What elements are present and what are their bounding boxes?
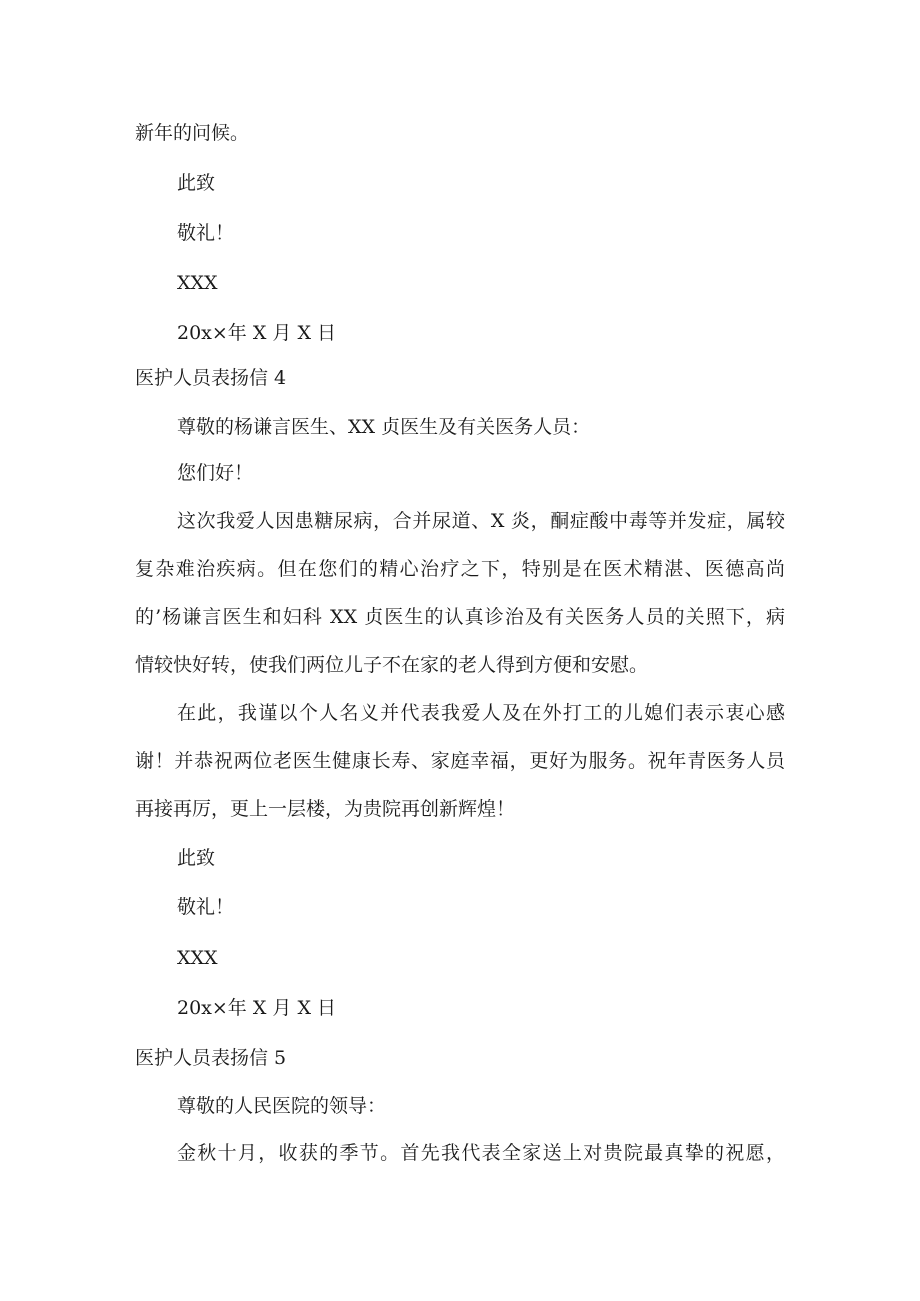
closing-line-1: 此致 — [177, 172, 216, 194]
continuation-text: 新年的问候。 — [135, 122, 250, 144]
signature: XXX — [177, 272, 218, 294]
letter4-closing-2: 敬礼！ — [177, 896, 235, 918]
letter4-p1-line-1: 这次我爱人因患糖尿病，合并尿道、X 炎，酮症酸中毒等并发症，属较 — [177, 510, 785, 532]
letter5-heading: 医护人员表扬信 5 — [135, 1047, 287, 1069]
letter4-p2-line-2: 谢！并恭祝两位老医生健康长寿、家庭幸福，更好为服务。祝年青医务人员 — [135, 750, 785, 772]
letter4-salutation: 尊敬的杨谦言医生、XX 贞医生及有关医务人员： — [177, 416, 591, 438]
letter4-p1-line-3: 的’杨谦言医生和妇科 XX 贞医生的认真诊治及有关医务人员的关照下，病 — [135, 606, 785, 628]
letter4-p2-line-1: 在此，我谨以个人名义并代表我爱人及在外打工的儿媳们表示衷心感 — [177, 702, 785, 724]
letter4-closing-1: 此致 — [177, 847, 216, 869]
letter4-p2-line-3: 再接再厉，更上一层楼，为贵院再创新辉煌！ — [135, 798, 516, 820]
letter4-p1-line-2: 复杂难治疾病。但在您们的精心治疗之下，特别是在医术精湛、医德高尚 — [135, 558, 785, 580]
letter4-date: 20x×年 X 月 X 日 — [177, 997, 337, 1019]
letter5-salutation: 尊敬的人民医院的领导： — [177, 1095, 387, 1117]
letter4-signature: XXX — [177, 947, 218, 969]
letter4-greeting: 您们好！ — [177, 462, 254, 484]
letter4-p1-line-4: 情较快好转，使我们两位儿子不在家的老人得到方便和安慰。 — [135, 654, 649, 676]
letter5-p1-line-1: 金秋十月，收获的季节。首先我代表全家送上对贵院最真挚的祝愿， — [177, 1142, 785, 1164]
closing-line-2: 敬礼！ — [177, 222, 235, 244]
letter4-heading: 医护人员表扬信 4 — [135, 367, 287, 389]
date: 20x×年 X 月 X 日 — [177, 322, 337, 344]
